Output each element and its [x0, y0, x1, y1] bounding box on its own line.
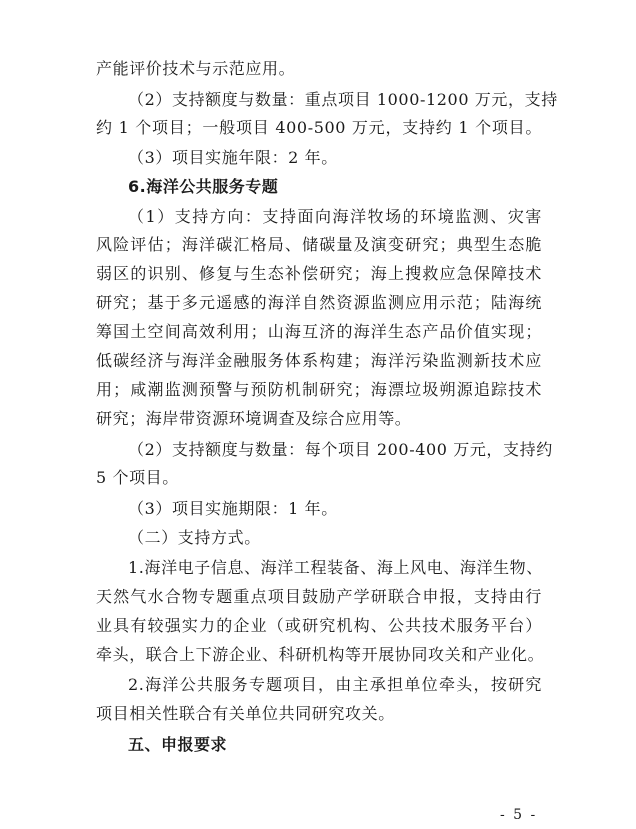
text-line: （3）项目实施年限：2 年。	[128, 148, 338, 167]
text-line: 低碳经济与海洋金融服务体系构建；海洋污染监测新技术应	[96, 351, 542, 370]
text-line: 用；咸潮监测预警与预防机制研究；海漂垃圾朔源追踪技术	[96, 380, 542, 399]
text-line: 2.海洋公共服务专题项目，由主承担单位牵头，按研究	[128, 675, 542, 694]
text-line: 产能评价技术与示范应用。	[96, 59, 296, 78]
text-line: 5 个项目。	[96, 468, 179, 487]
text-line: （2）支持额度与数量：每个项目 200-400 万元，支持约	[128, 440, 553, 459]
text-line: 研究；基于多元遥感的海洋自然资源监测应用示范；陆海统	[96, 293, 542, 312]
text-line: 风险评估；海洋碳汇格局、储碳量及演变研究；典型生态脆	[96, 235, 542, 254]
text-line: 项目相关性联合有关单位共同研究攻关。	[96, 704, 395, 723]
text-line: 牵头，联合上下游企业、科研机构等开展协同攻关和产业化。	[96, 645, 545, 664]
page-number: - 5 -	[500, 807, 538, 823]
text-line: 1.海洋电子信息、海洋工程装备、海上风电、海洋生物、	[128, 558, 543, 577]
subsection-heading: （二）支持方式。	[128, 528, 261, 547]
text-line: 研究；海岸带资源环境调查及综合应用等。	[96, 409, 412, 428]
section-heading: 五、申报要求	[128, 735, 228, 754]
text-line: 约 1 个项目；一般项目 400-500 万元，支持约 1 个项目。	[96, 118, 542, 137]
text-line: （2）支持额度与数量：重点项目 1000-1200 万元，支持	[128, 90, 558, 109]
text-line: （1）支持方向：支持面向海洋牧场的环境监测、灾害	[128, 207, 542, 226]
text-line: 天然气水合物专题重点项目鼓励产学研联合申报，支持由行	[96, 587, 542, 606]
section-heading: 6.海洋公共服务专题	[128, 177, 279, 196]
text-line: 弱区的识别、修复与生态补偿研究；海上搜救应急保障技术	[96, 264, 542, 283]
text-line: （3）项目实施期限：1 年。	[128, 499, 338, 518]
text-line: 业具有较强实力的企业（或研究机构、公共技术服务平台）	[96, 616, 542, 635]
text-line: 筹国土空间高效利用；山海互济的海洋生态产品价值实现；	[96, 322, 542, 341]
